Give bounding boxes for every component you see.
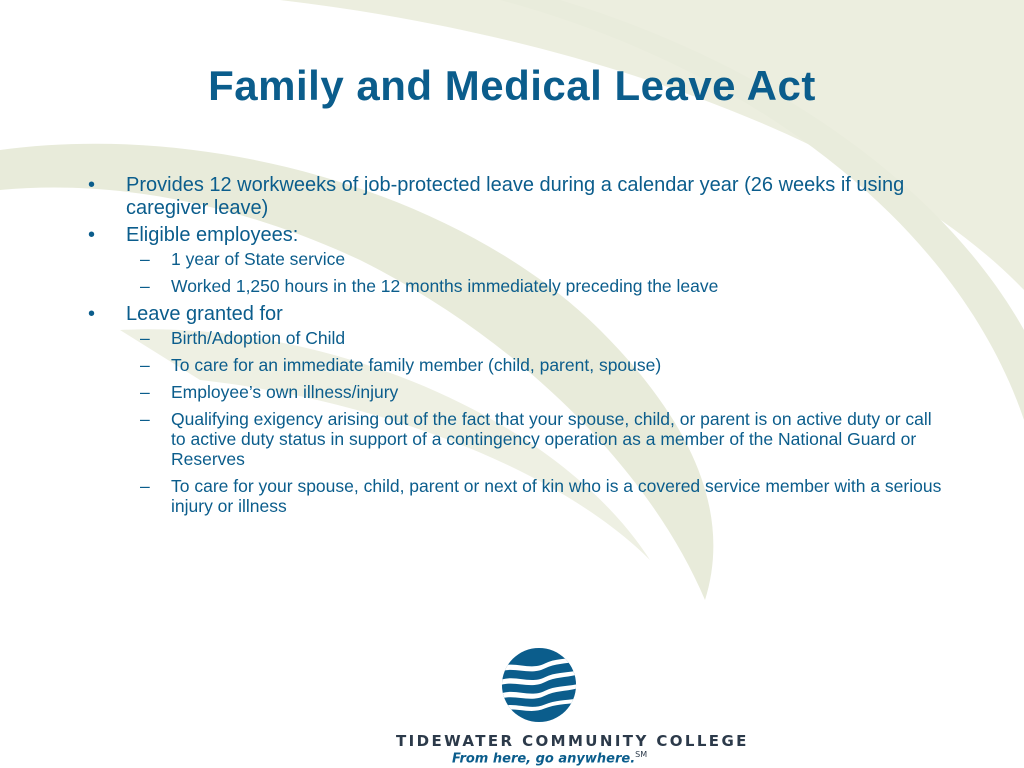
sub-bullet-list: [126, 249, 946, 296]
sub-bullet-item: [126, 382, 946, 402]
bullet-list-container: [86, 174, 946, 523]
slide-title: Family and Medical Leave Act: [208, 62, 816, 109]
sub-bullet-dash: –: [140, 249, 150, 269]
sub-bullet-text: To care for an immediate family member (child, parent, spouse): [171, 355, 662, 375]
bullet-text: Eligible employees:: [126, 224, 299, 246]
sub-bullet-item: [126, 476, 946, 516]
bullet-list: [86, 174, 946, 516]
college-tagline: [452, 750, 647, 766]
bullet-dot: •: [88, 174, 96, 196]
sub-bullet-dash: –: [140, 476, 150, 496]
sub-bullet-dash: –: [140, 409, 150, 429]
sub-bullet-text: Employee’s own illness/injury: [171, 382, 399, 402]
sub-bullet-text: Birth/Adoption of Child: [171, 328, 346, 348]
sub-bullet-dash: –: [140, 328, 150, 348]
sub-bullet-dash: –: [140, 276, 150, 296]
sub-bullet-item: [126, 409, 946, 469]
sub-bullet-dash: –: [140, 382, 150, 402]
sub-bullet-list: [126, 328, 946, 516]
college-name: TIDEWATER COMMUNITY COLLEGE: [396, 732, 749, 750]
bullet-item-leave-granted: [86, 303, 946, 516]
sub-bullet-item: [126, 249, 946, 269]
sub-bullet-item: [126, 355, 946, 375]
tcc-wave-globe-icon: [500, 646, 578, 724]
bullet-item-eligible-employees: [86, 224, 946, 296]
sub-bullet-dash: –: [140, 355, 150, 375]
tagline-text: From here, go anywhere.: [452, 751, 636, 767]
service-mark: SM: [635, 750, 648, 759]
bullet-dot: •: [88, 224, 96, 246]
sub-bullet-item: [126, 276, 946, 296]
sub-bullet-text: 1 year of State service: [171, 249, 346, 269]
sub-bullet-item: [126, 328, 946, 348]
sub-bullet-text: To care for your spouse, child, parent or next of kin who is a covered service member with a serious injury or illness: [171, 476, 942, 516]
bullet-text: Leave granted for: [126, 303, 283, 325]
bullet-item-leave-amount: [86, 174, 946, 220]
sub-bullet-text: Qualifying exigency arising out of the fact that your spouse, child, or parent is on active duty or call to active duty status in support of a contingency operation as a member of the National Guard or Reserves: [171, 409, 932, 469]
bullet-dot: •: [88, 303, 96, 325]
bullet-text: Provides 12 workweeks of job-protected leave during a calendar year (26 weeks if using caregiver leave): [126, 174, 905, 219]
sub-bullet-text: Worked 1,250 hours in the 12 months immediately preceding the leave: [171, 276, 719, 296]
